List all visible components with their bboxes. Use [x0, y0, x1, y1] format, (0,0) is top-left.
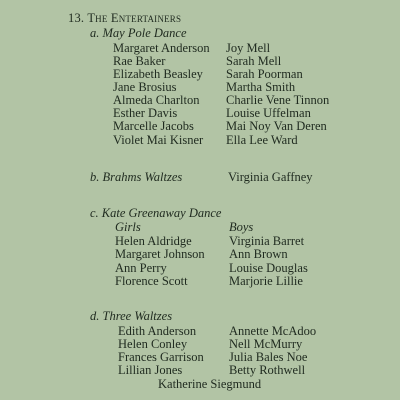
list-item: Elizabeth Beasley	[113, 67, 203, 81]
list-item: Louise Douglas	[229, 261, 308, 275]
list-item: Joy Mell	[226, 41, 271, 55]
subsection-d-title: d. Three Waltzes	[90, 309, 173, 323]
subsection-a-title: a. May Pole Dance	[90, 26, 187, 40]
subsection-b-title: b. Brahms Waltzes	[90, 170, 183, 184]
section-heading	[68, 11, 181, 25]
list-item: Nell McMurry	[229, 337, 303, 351]
list-item: Violet Mai Kisner	[113, 133, 204, 147]
list-item: Marjorie Lillie	[229, 274, 303, 288]
list-item: Katherine Siegmund	[158, 377, 262, 391]
list-item: Ann Brown	[229, 247, 288, 261]
list-item: Virginia Barret	[229, 234, 305, 248]
list-item: Rae Baker	[113, 54, 166, 68]
list-item: Marcelle Jacobs	[113, 119, 194, 133]
list-item: Helen Aldridge	[115, 234, 192, 248]
list-item: Edith Anderson	[118, 324, 197, 338]
list-item: Almeda Charlton	[113, 93, 200, 107]
list-item: Charlie Vene Tinnon	[226, 93, 330, 107]
list-item: Sarah Mell	[226, 54, 282, 68]
list-item: Ann Perry	[115, 261, 167, 275]
list-item: Mai Noy Van Deren	[226, 119, 327, 133]
list-item: Florence Scott	[115, 274, 188, 288]
section-number: 13.	[68, 11, 85, 25]
list-item: Lillian Jones	[118, 363, 183, 377]
list-item: Margaret Johnson	[115, 247, 205, 261]
girls-label: Girls	[115, 220, 141, 234]
boys-label: Boys	[229, 220, 254, 234]
list-item: Julia Bales Noe	[229, 350, 308, 364]
list-item: Frances Garrison	[118, 350, 204, 364]
list-item: Helen Conley	[118, 337, 188, 351]
section-title: The Entertainers	[87, 11, 182, 25]
list-item: Ella Lee Ward	[226, 133, 298, 147]
list-item: Betty Rothwell	[229, 363, 306, 377]
subsection-c-title: c. Kate Greenaway Dance	[90, 206, 222, 220]
list-item: Esther Davis	[113, 106, 178, 120]
list-item: Virginia Gaffney	[228, 170, 313, 184]
list-item: Jane Brosius	[113, 80, 177, 94]
list-item: Louise Uffelman	[226, 106, 311, 120]
list-item: Margaret Anderson	[113, 41, 210, 55]
list-item: Martha Smith	[226, 80, 296, 94]
list-item: Sarah Poorman	[226, 67, 303, 81]
list-item: Annette McAdoo	[229, 324, 317, 338]
